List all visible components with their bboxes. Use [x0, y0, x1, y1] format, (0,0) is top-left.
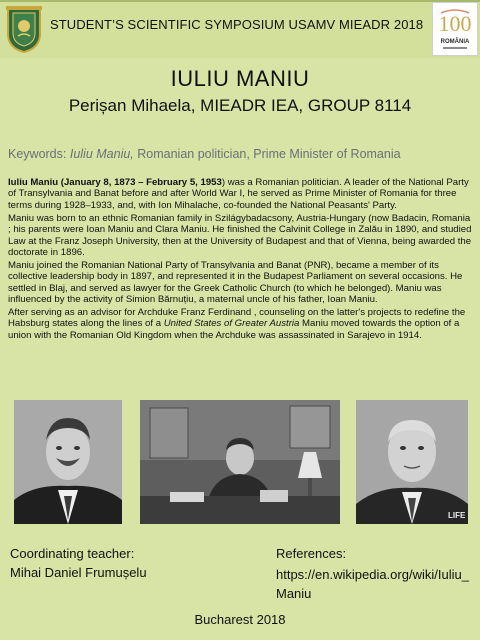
- keywords-label: Keywords:: [8, 147, 67, 161]
- logo-number: 100: [438, 11, 472, 36]
- desk-photo-center: [140, 400, 340, 524]
- paragraph-4-a: After serving as an advisor for Archduke Franz Ferdinand , counseling on the latter's projects to redefine the Habsburg states along the lines of a: [8, 306, 466, 330]
- references-link[interactable]: https://en.wikipedia.org/wiki/Iuliu_Maniu: [276, 567, 469, 601]
- coordinating-teacher-name: Mihai Daniel Frumușelu: [10, 565, 147, 580]
- references-label: References:: [276, 546, 347, 561]
- paragraph-4: [8, 307, 474, 341]
- paragraph-2: Maniu was born to an ethnic Romanian family in Szilágybadacsony, Austria-Hungary (now Badacin, Romania ; his parents were Ioan Maniu and Clara Maniu. He finished the Calvinit College in Zalău in 1890, and studied Law at the Franz Joseph University, then at the University of Budapest and that of Vienna, being awarded the doctorate in 1896.: [8, 212, 472, 258]
- photo-watermark: LIFE: [448, 511, 466, 520]
- biography-text: [8, 177, 474, 343]
- portrait-photo-left: [14, 400, 122, 524]
- poster-title: IULIU MANIU: [170, 66, 310, 91]
- footer-place: Bucharest 2018: [194, 612, 286, 627]
- keywords-line: [8, 147, 478, 161]
- keywords-rest: Romanian politician, Prime Minister of Romania: [137, 147, 401, 161]
- paragraph-4-b: Maniu moved towards the option of a union with the Romanian Old Kingdom when the Archduke was assassinated in Sarajevo in 1914.: [8, 318, 460, 341]
- header: [0, 0, 480, 58]
- symposium-title: STUDENT’S SCIENTIFIC SYMPOSIUM USAMV MIEADR 2018: [50, 17, 424, 32]
- paragraph-1-bold: Iuliu Maniu (January 8, 1873 – February 5, 1953: [8, 177, 222, 188]
- paragraph-1: [8, 177, 474, 211]
- header-top-line: [0, 0, 480, 2]
- keywords-italic: Iuliu Maniu,: [69, 147, 134, 161]
- paragraph-3: Maniu joined the Romanian National Party of Transylvania and Banat (PNR), became a member of its collective leadership body in 1897, and represented it in the Budapest Parliament on several occasions. He settled in Blaj, and served as lawyer for the Greek Catholic Church (to which he belonged). Maniu was influenced by the activity of Simion Bărnuțiu, a maternal uncle of his father, Ioan Maniu.: [8, 259, 463, 306]
- logo-text: ROMÂNIA: [440, 39, 470, 45]
- paragraph-4-italic: United States of Greater Austria: [163, 318, 300, 330]
- portrait-photo-right: [356, 400, 468, 524]
- poster-subtitle: Perișan Mihaela, MIEADR IEA, GROUP 8114: [68, 96, 412, 115]
- usamv-logo-icon: [4, 4, 44, 54]
- coordinating-teacher-label: Coordinating teacher:: [10, 546, 135, 561]
- paragraph-1-rest: ) was a Romanian politician. A leader of the National Party of Transylvania and Banat before and after World War I, he served as Prime Minister of Romania for three terms during 1928–1933, and, with Ion Mihalache, co-founded the National Peasants' Party.: [8, 177, 469, 211]
- romania-centenary-logo-icon: [432, 2, 478, 56]
